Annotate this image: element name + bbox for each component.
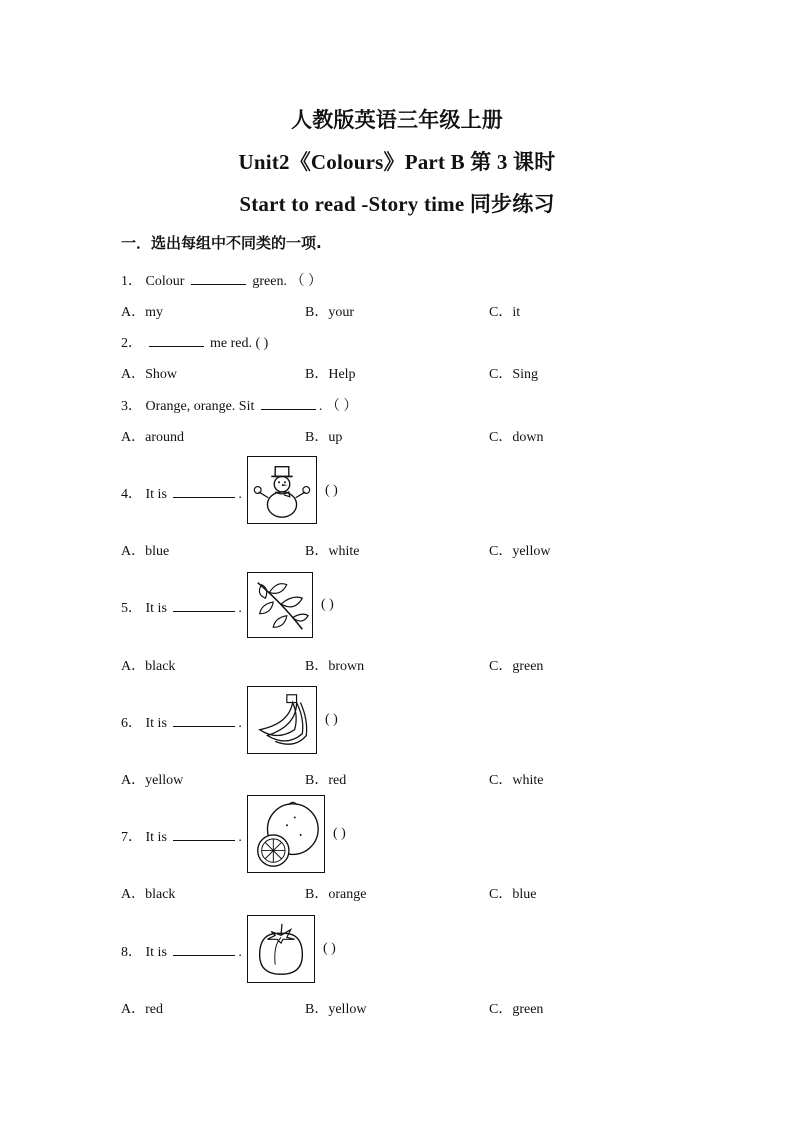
option-c[interactable]: C．blue [489,887,537,902]
question-6 [121,712,242,732]
orange-picture [247,795,325,873]
question-number: 7． [121,830,142,845]
answer-paren[interactable]: ( ) [255,336,269,351]
question-8 [121,941,242,961]
answer-blank[interactable] [173,826,235,841]
question-text-before: Orange, orange. Sit [145,399,255,414]
answer-paren[interactable]: ( ) [323,941,336,956]
question-number: 4． [121,487,142,502]
answer-blank[interactable] [173,597,235,612]
option-c[interactable]: C．it [489,305,521,320]
bananas-icon [248,687,316,753]
answer-paren[interactable]: ( ) [325,483,338,498]
answer-paren[interactable]: ( ) [321,597,334,612]
question-text-after: . [318,399,323,414]
question-text-after: me red. [210,336,252,351]
bananas-picture [247,686,317,754]
question-text-before: It is [145,830,167,845]
answer-paren[interactable]: （ ） [290,274,322,289]
question-2 [121,332,268,352]
document-title: 人教版英语三年级上册 [291,108,503,132]
question-text-after: . [238,830,242,845]
section-heading: 一．选出每组中不同类的一项. [121,234,322,252]
option-a[interactable]: A．black [121,887,176,902]
answer-paren[interactable]: ( ) [333,826,346,841]
option-a[interactable]: A．my [121,305,163,320]
option-a[interactable]: A．Show [121,367,178,382]
question-number: 3． [121,399,142,414]
question-text-after: green. [252,274,287,289]
question-number: 8． [121,945,142,960]
option-b[interactable]: B．brown [305,659,365,674]
question-5 [121,597,242,617]
answer-blank[interactable] [173,483,235,498]
question-text-before: It is [145,945,167,960]
question-text-after: . [238,487,242,502]
unit-title: Unit2《Colours》Part B 第 3 课时 [238,150,556,174]
option-b[interactable]: B．your [305,305,354,320]
option-b[interactable]: B．red [305,773,347,788]
option-c[interactable]: C．down [489,430,544,445]
answer-blank[interactable] [173,941,235,956]
answer-paren[interactable]: （ ） [325,399,358,414]
lesson-title: Start to read -Story time 同步练习 [239,192,555,216]
question-number: 2． [121,336,142,351]
question-number: 1． [121,274,142,289]
option-c[interactable]: C．green [489,659,544,674]
option-c[interactable]: C．yellow [489,544,551,559]
answer-paren[interactable]: ( ) [325,712,338,727]
question-number: 6． [121,716,142,731]
leaves-icon [248,573,312,637]
option-c[interactable]: C．green [489,1002,544,1017]
tomato-picture [247,915,315,983]
option-c[interactable]: C．Sing [489,367,539,382]
option-b[interactable]: B．white [305,544,360,559]
tomato-icon [248,916,314,982]
question-text-after: . [238,716,242,731]
option-a[interactable]: A．blue [121,544,170,559]
question-3 [121,395,357,415]
question-text-before: It is [145,487,167,502]
answer-blank[interactable] [173,712,235,727]
question-text-after: . [238,945,242,960]
answer-blank[interactable] [191,270,246,285]
question-text-after: . [238,601,242,616]
option-c[interactable]: C．white [489,773,544,788]
answer-blank[interactable] [261,395,316,410]
question-1 [121,270,322,290]
snowman-icon [248,457,316,523]
option-a[interactable]: A．yellow [121,773,184,788]
question-7 [121,826,242,846]
answer-blank[interactable] [149,332,204,347]
option-b[interactable]: B．orange [305,887,367,902]
option-a[interactable]: A．red [121,1002,163,1017]
option-b[interactable]: B．yellow [305,1002,367,1017]
snowman-picture [247,456,317,524]
option-b[interactable]: B．Help [305,367,356,382]
question-text-before: It is [145,716,167,731]
question-number: 5． [121,601,142,616]
question-4 [121,483,242,503]
question-text-before: Colour [145,274,185,289]
option-b[interactable]: B．up [305,430,343,445]
orange-icon [248,796,324,872]
leaves-picture [247,572,313,638]
question-text-before: It is [145,601,167,616]
option-a[interactable]: A．black [121,659,176,674]
option-a[interactable]: A．around [121,430,184,445]
